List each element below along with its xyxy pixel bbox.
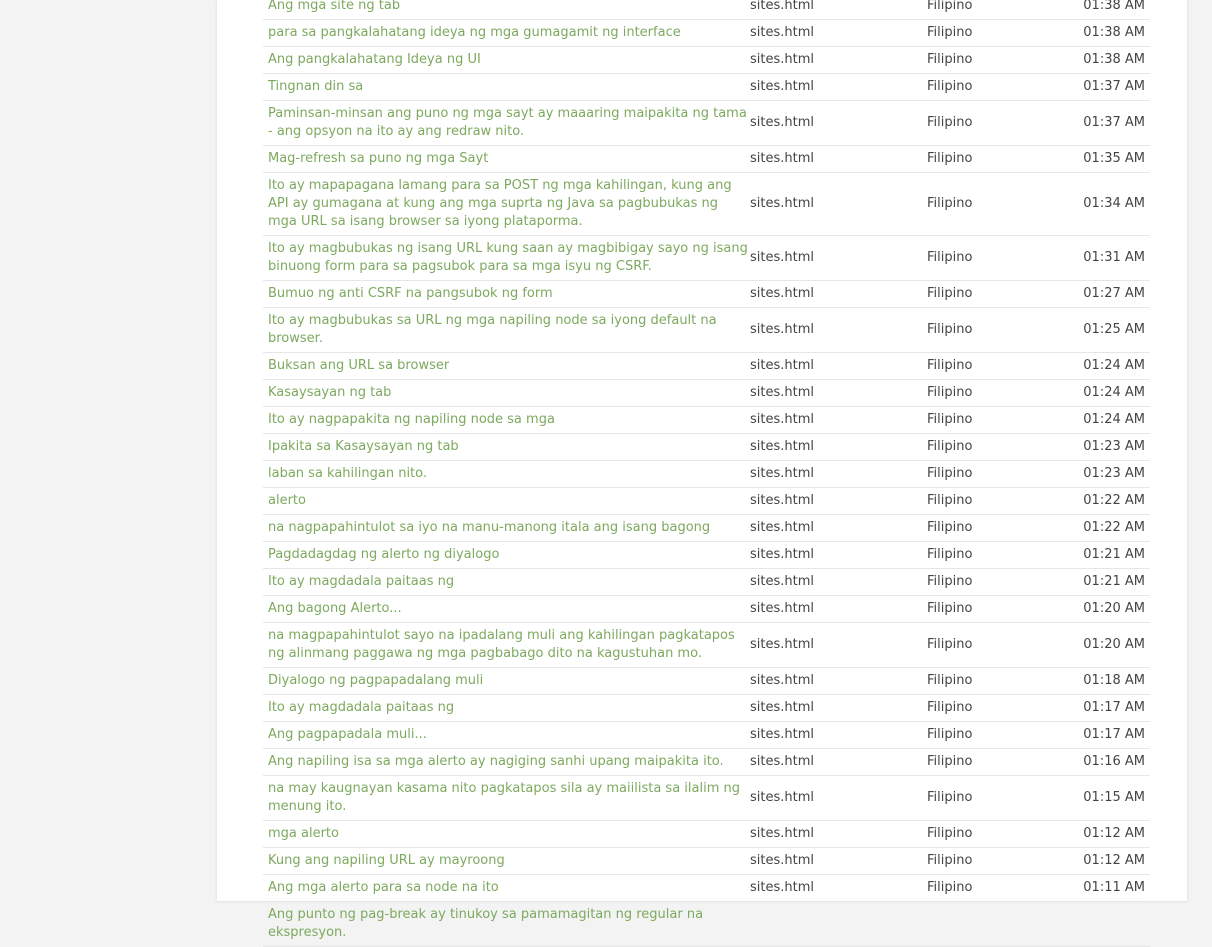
timestamp: 01:25 AM	[1083, 322, 1145, 337]
timestamp: 01:17 AM	[1083, 700, 1145, 715]
timestamp: 01:38 AM	[1083, 25, 1145, 40]
language: Filipino	[927, 115, 973, 130]
table-row[interactable]	[263, 173, 1150, 236]
file-name: sites.html	[750, 880, 814, 895]
string-text-link[interactable]: Buksan ang URL sa browser	[268, 358, 450, 373]
string-text-link[interactable]: Ito ay magdadala paitaas ng	[268, 700, 455, 715]
file-name: sites.html	[750, 79, 814, 94]
table-row[interactable]	[263, 668, 1150, 695]
table-row[interactable]	[263, 236, 1150, 281]
string-text-link[interactable]: na nagpapahintulot sa iyo na manu-manong itala ang isang bagong	[268, 520, 711, 535]
string-text-link[interactable]: na magpapahintulot sayo na ipadalang muli ang kahilingan pagkatapos ng alinmang paggawa ng mga pagbabago dito na kagustuhan mo.	[268, 628, 735, 661]
string-text-link[interactable]: Ang mga site ng tab	[268, 0, 401, 13]
language: Filipino	[927, 790, 973, 805]
file-name: sites.html	[750, 0, 814, 13]
table-row[interactable]	[263, 875, 1150, 902]
table-row[interactable]	[263, 74, 1150, 101]
language: Filipino	[927, 439, 973, 454]
timestamp: 01:15 AM	[1083, 790, 1145, 805]
language: Filipino	[927, 0, 973, 13]
timestamp: 01:24 AM	[1083, 385, 1145, 400]
string-text-link[interactable]: Pagdadagdag ng alerto ng diyalogo	[268, 547, 500, 562]
file-name: sites.html	[750, 601, 814, 616]
language: Filipino	[927, 673, 973, 688]
file-name: sites.html	[750, 493, 814, 508]
string-text-link[interactable]: Ang pangkalahatang Ideya ng UI	[268, 52, 481, 67]
string-text-link[interactable]: Ang napiling isa sa mga alerto ay nagiging sanhi upang maipakita ito.	[268, 754, 724, 769]
timestamp: 01:21 AM	[1083, 574, 1145, 589]
timestamp: 01:38 AM	[1083, 0, 1145, 13]
string-text-link[interactable]: para sa pangkalahatang ideya ng mga gumagamit ng interface	[268, 25, 681, 40]
string-text-link[interactable]: laban sa kahilingan nito.	[268, 466, 428, 481]
table-row[interactable]	[263, 20, 1150, 47]
table-row[interactable]	[263, 623, 1150, 668]
file-name: sites.html	[750, 754, 814, 769]
language: Filipino	[927, 601, 973, 616]
file-name: sites.html	[750, 250, 814, 265]
table-row[interactable]	[263, 515, 1150, 542]
language: Filipino	[927, 358, 973, 373]
timestamp: 01:27 AM	[1083, 286, 1145, 301]
string-text-link[interactable]: Bumuo ng anti CSRF na pangsubok ng form	[268, 286, 553, 301]
file-name: sites.html	[750, 790, 814, 805]
table-row[interactable]	[263, 902, 1150, 947]
string-text-link[interactable]: Ang bagong Alerto...	[268, 601, 402, 616]
timestamp: 01:24 AM	[1083, 412, 1145, 427]
language: Filipino	[927, 637, 973, 652]
table-row[interactable]	[263, 101, 1150, 146]
table-row[interactable]	[263, 461, 1150, 488]
language: Filipino	[927, 250, 973, 265]
string-text-link[interactable]: alerto	[268, 493, 306, 508]
file-name: sites.html	[750, 826, 814, 841]
file-name: sites.html	[750, 151, 814, 166]
file-name: sites.html	[750, 439, 814, 454]
timestamp: 01:23 AM	[1083, 466, 1145, 481]
string-text-link[interactable]: Tingnan din sa	[268, 79, 364, 94]
string-text-link[interactable]: Mag-refresh sa puno ng mga Sayt	[268, 151, 489, 166]
string-text-link[interactable]: Ito ay mapapagana lamang para sa POST ng mga kahilingan, kung ang API ay gumagana at kung ang mga suprta ng Java sa pagbubukas ng mga URL sa isang browser sa iyong plataporma.	[268, 178, 732, 229]
language: Filipino	[927, 754, 973, 769]
file-name: sites.html	[750, 673, 814, 688]
string-text-link[interactable]: Ito ay magbubukas sa URL ng mga napiling node sa iyong default na browser.	[268, 313, 717, 346]
file-name: sites.html	[750, 322, 814, 337]
table-row[interactable]	[263, 434, 1150, 461]
table-row[interactable]	[263, 308, 1150, 353]
language: Filipino	[927, 826, 973, 841]
table-row[interactable]	[263, 407, 1150, 434]
translations-panel	[217, 0, 1187, 940]
table-row[interactable]	[263, 542, 1150, 569]
timestamp: 01:20 AM	[1083, 601, 1145, 616]
string-text-link[interactable]: Ito ay nagpapakita ng napiling node sa mga	[268, 412, 555, 427]
table-row[interactable]	[263, 281, 1150, 308]
table-row[interactable]	[263, 848, 1150, 875]
string-text-link[interactable]: na may kaugnayan kasama nito pagkatapos sila ay maiilista sa ilalim ng menung ito.	[268, 781, 741, 814]
file-name: sites.html	[750, 520, 814, 535]
timestamp: 01:23 AM	[1083, 439, 1145, 454]
file-name: sites.html	[750, 286, 814, 301]
language: Filipino	[927, 466, 973, 481]
timestamp: 01:12 AM	[1083, 826, 1145, 841]
string-text-link[interactable]: Kasaysayan ng tab	[268, 385, 392, 400]
table-row[interactable]	[263, 353, 1150, 380]
table-row[interactable]	[263, 596, 1150, 623]
file-name: sites.html	[750, 412, 814, 427]
timestamp: 01:22 AM	[1083, 520, 1145, 535]
timestamp: 01:11 AM	[1083, 880, 1145, 895]
timestamp: 01:12 AM	[1083, 853, 1145, 868]
string-text-link[interactable]: Ipakita sa Kasaysayan ng tab	[268, 439, 459, 454]
language: Filipino	[927, 880, 973, 895]
file-name: sites.html	[750, 358, 814, 373]
language: Filipino	[927, 322, 973, 337]
language: Filipino	[927, 196, 973, 211]
file-name: sites.html	[750, 700, 814, 715]
timestamp: 01:31 AM	[1083, 250, 1145, 265]
timestamp: 01:22 AM	[1083, 493, 1145, 508]
timestamp: 01:20 AM	[1083, 637, 1145, 652]
table-row[interactable]	[263, 380, 1150, 407]
string-text-link[interactable]: Ito ay magdadala paitaas ng	[268, 574, 455, 589]
file-name: sites.html	[750, 52, 814, 67]
string-text-link[interactable]: mga alerto	[268, 826, 339, 841]
language: Filipino	[927, 853, 973, 868]
language: Filipino	[927, 493, 973, 508]
table-row[interactable]	[263, 749, 1150, 776]
language: Filipino	[927, 385, 973, 400]
table-row[interactable]	[263, 47, 1150, 74]
language: Filipino	[927, 151, 973, 166]
file-name: sites.html	[750, 727, 814, 742]
string-text-link[interactable]: Paminsan-minsan ang puno ng mga sayt ay maaaring maipakita ng tama - ang opsyon na ito ay ang redraw nito.	[268, 106, 747, 139]
translations-table	[263, 0, 1150, 947]
file-name: sites.html	[750, 385, 814, 400]
language: Filipino	[927, 79, 973, 94]
file-name: sites.html	[750, 574, 814, 589]
language: Filipino	[927, 520, 973, 535]
timestamp: 01:16 AM	[1083, 754, 1145, 769]
timestamp: 01:35 AM	[1083, 151, 1145, 166]
language: Filipino	[927, 727, 973, 742]
language: Filipino	[927, 412, 973, 427]
string-text-link[interactable]: Kung ang napiling URL ay mayroong	[268, 853, 505, 868]
file-name: sites.html	[750, 637, 814, 652]
string-text-link[interactable]: Ito ay magbubukas ng isang URL kung saan ay magbibigay sayo ng isang binuong form para sa pagsubok para sa mga isyu ng CSRF.	[268, 241, 748, 274]
table-row[interactable]	[263, 821, 1150, 848]
string-text-link[interactable]: Ang pagpapadala muli...	[268, 727, 427, 742]
string-text-link[interactable]: Ang mga alerto para sa node na ito	[268, 880, 499, 895]
language: Filipino	[927, 547, 973, 562]
timestamp: 01:34 AM	[1083, 196, 1145, 211]
timestamp: 01:24 AM	[1083, 358, 1145, 373]
file-name: sites.html	[750, 196, 814, 211]
file-name: sites.html	[750, 25, 814, 40]
table-row[interactable]	[263, 776, 1150, 821]
timestamp: 01:18 AM	[1083, 673, 1145, 688]
table-row[interactable]	[263, 0, 1150, 20]
language: Filipino	[927, 52, 973, 67]
table-row[interactable]	[263, 488, 1150, 515]
timestamp: 01:38 AM	[1083, 52, 1145, 67]
timestamp: 01:37 AM	[1083, 79, 1145, 94]
file-name: sites.html	[750, 466, 814, 481]
table-row[interactable]	[263, 569, 1150, 596]
language: Filipino	[927, 286, 973, 301]
string-text-link[interactable]: Diyalogo ng pagpapadalang muli	[268, 673, 484, 688]
file-name: sites.html	[750, 853, 814, 868]
timestamp: 01:21 AM	[1083, 547, 1145, 562]
timestamp: 01:17 AM	[1083, 727, 1145, 742]
string-text-link[interactable]: Ang punto ng pag-break ay tinukoy sa pamamagitan ng regular na ekspresyon.	[268, 907, 704, 940]
file-name: sites.html	[750, 115, 814, 130]
language: Filipino	[927, 700, 973, 715]
language: Filipino	[927, 25, 973, 40]
timestamp: 01:37 AM	[1083, 115, 1145, 130]
table-row[interactable]	[263, 722, 1150, 749]
language: Filipino	[927, 574, 973, 589]
table-row[interactable]	[263, 695, 1150, 722]
file-name: sites.html	[750, 547, 814, 562]
table-row[interactable]	[263, 146, 1150, 173]
